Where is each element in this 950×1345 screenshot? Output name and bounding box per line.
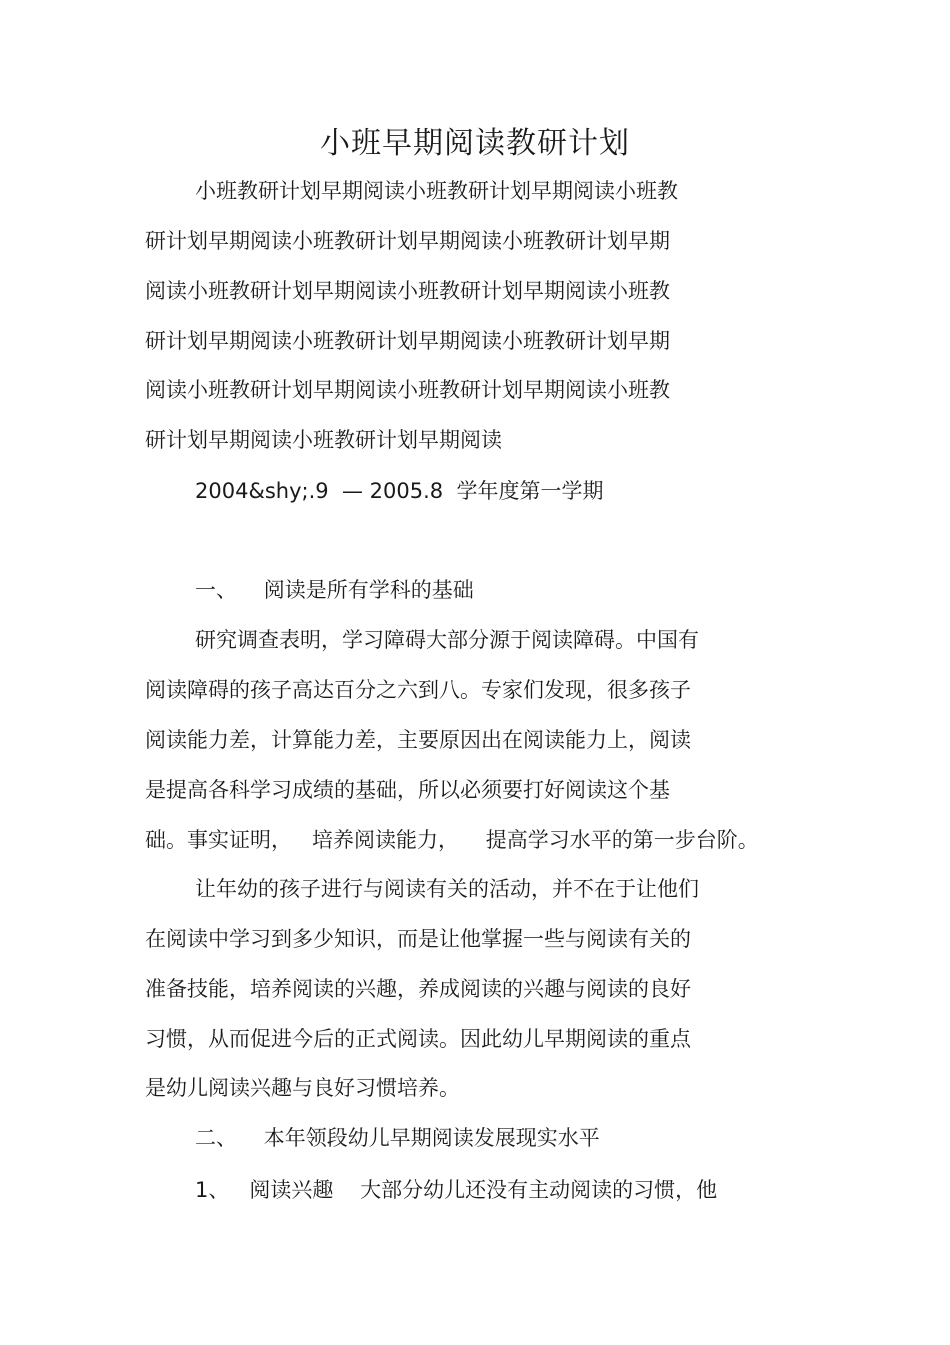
paragraph-line: 让年幼的孩子进行与阅读有关的活动，并不在于让他们 xyxy=(195,877,699,901)
subsection-line: 1、 阅读兴趣 大部分幼儿还没有主动阅读的习惯，他 xyxy=(195,1178,718,1202)
paragraph-line: 研计划早期阅读小班教研计划早期阅读小班教研计划早期 xyxy=(145,229,670,253)
document-title: 小班早期阅读教研计划 xyxy=(320,126,630,161)
paragraph-line: 在阅读中学习到多少知识，而是让他掌握一些与阅读有关的 xyxy=(145,927,691,951)
paragraph-line: 阅读障碍的孩子高达百分之六到八。专家们发现，很多孩子 xyxy=(145,678,691,702)
paragraph-line: 研究调查表明，学习障碍大部分源于阅读障碍。中国有 xyxy=(195,628,699,652)
section-heading: 二、 本年领段幼儿早期阅读发展现实水平 xyxy=(195,1126,600,1150)
paragraph-line: 础。事实证明， 培养阅读能力， 提高学习水平的第一步台阶。 xyxy=(145,828,759,852)
paragraph-line: 研计划早期阅读小班教研计划早期阅读小班教研计划早期 xyxy=(145,329,670,353)
paragraph-line: 阅读能力差，计算能力差，主要原因出在阅读能力上，阅读 xyxy=(145,728,691,752)
paragraph-line: 小班教研计划早期阅读小班教研计划早期阅读小班教 xyxy=(195,179,678,203)
paragraph-line: 研计划早期阅读小班教研计划早期阅读 xyxy=(145,428,502,452)
paragraph-line: 是幼儿阅读兴趣与良好习惯培养。 xyxy=(145,1076,460,1100)
paragraph-line: 阅读小班教研计划早期阅读小班教研计划早期阅读小班教 xyxy=(145,279,670,303)
paragraph-line: 是提高各科学习成绩的基础，所以必须要打好阅读这个基 xyxy=(145,778,670,802)
paragraph-line: 习惯，从而促进今后的正式阅读。因此幼儿早期阅读的重点 xyxy=(145,1027,691,1051)
date-range-line: 2004&shy;.9 — 2005.8 学年度第一学期 xyxy=(195,479,604,503)
paragraph-line: 准备技能，培养阅读的兴趣，养成阅读的兴趣与阅读的良好 xyxy=(145,977,691,1001)
paragraph-line: 阅读小班教研计划早期阅读小班教研计划早期阅读小班教 xyxy=(145,378,670,402)
section-heading: 一、 阅读是所有学科的基础 xyxy=(195,578,474,602)
